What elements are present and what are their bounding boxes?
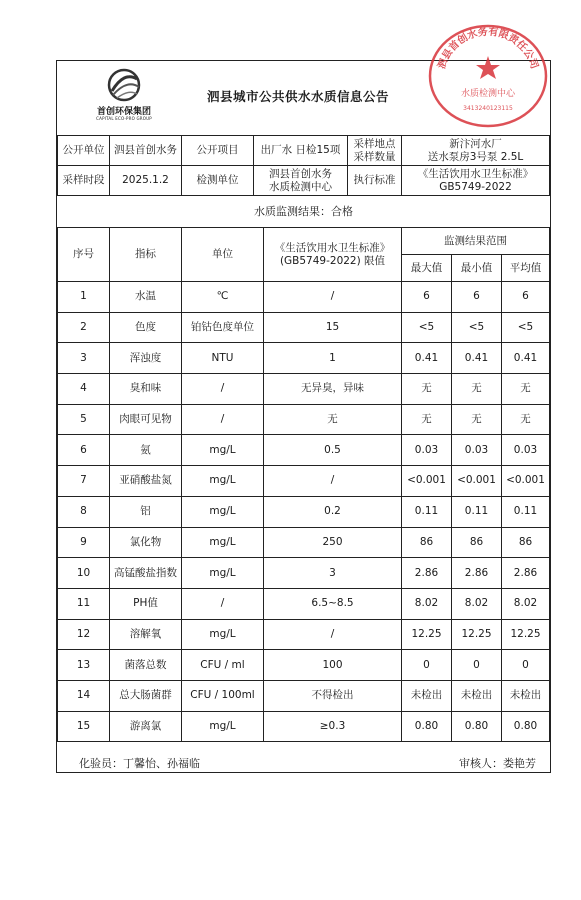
cell-unit: mg/L [182,466,264,497]
cell-no: 10 [58,558,110,589]
cell-max: 无 [402,374,452,405]
cell-unit: 铂钴色度单位 [182,312,264,343]
cell-limit: 1 [264,343,402,374]
cell-avg: 0.80 [502,711,550,742]
cell-indicator: 色度 [110,312,182,343]
cell-no: 7 [58,466,110,497]
official-seal-stamp [421,18,555,130]
logo-subtitle: CAPITAL ECO-PRO GROUP [96,116,152,121]
cell-no: 6 [58,435,110,466]
cell-unit: mg/L [182,435,264,466]
standard-line-1: 《生活饮用水卫生标准》 [417,167,534,180]
cell-unit: mg/L [182,527,264,558]
standard-line-2: GB5749-2022 [439,180,512,193]
table-row [58,711,550,742]
cell-min: 0 [452,650,502,681]
cell-max: 0 [402,650,452,681]
cell-unit: CFU / 100ml [182,680,264,711]
col-header-limit-line-1: 《生活饮用水卫生标准》 [274,241,391,254]
cell-no: 13 [58,650,110,681]
cell-min: 无 [452,374,502,405]
logo-swirl-icon [79,67,169,107]
cell-indicator: PH值 [110,588,182,619]
cell-no: 1 [58,282,110,313]
standard-value [402,166,550,196]
cell-unit: / [182,588,264,619]
cell-no: 14 [58,680,110,711]
cell-limit: 250 [264,527,402,558]
cell-no: 9 [58,527,110,558]
cell-max: 未检出 [402,680,452,711]
tester-signature: 化验员：丁馨怡、孙福临 [79,757,200,770]
cell-indicator: 水温 [110,282,182,313]
col-header-avg: 平均值 [502,255,550,282]
cell-max: 0.11 [402,496,452,527]
sample-site-qty-value [402,136,550,166]
cell-max: 6 [402,282,452,313]
cell-max: 0.41 [402,343,452,374]
sample-site-value: 新汴河水厂 [449,137,502,150]
cell-min: 无 [452,404,502,435]
item-value: 出厂水 日检15项 [254,136,348,166]
cell-indicator: 铝 [110,496,182,527]
cell-no: 2 [58,312,110,343]
cell-no: 8 [58,496,110,527]
cell-max: 0.80 [402,711,452,742]
cell-limit: 0.5 [264,435,402,466]
svg-text:水质检测中心: 水质检测中心 [460,89,516,99]
col-header-limit-line-2: (GB5749-2022) 限值 [279,254,386,267]
testing-unit-value [254,166,348,196]
cell-limit: 无异臭，异味 [264,374,402,405]
announcement-sheet [56,60,551,773]
cell-limit: / [264,619,402,650]
svg-text:泗县首创水务有限责任公司: 泗县首创水务有限责任公司 [436,26,540,71]
standard-label: 执行标准 [348,166,402,196]
cell-unit: ℃ [182,282,264,313]
cell-unit: mg/L [182,496,264,527]
cell-indicator: 浑浊度 [110,343,182,374]
cell-max: <0.001 [402,466,452,497]
cell-min: <5 [452,312,502,343]
cell-limit: ≥0.3 [264,711,402,742]
table-row [58,435,550,466]
cell-indicator: 溶解氧 [110,619,182,650]
table-row [58,527,550,558]
cell-indicator: 肉眼可见物 [110,404,182,435]
testing-unit-line-2: 水质检测中心 [269,180,332,193]
sample-time-label: 采样时段 [58,166,110,196]
cell-no: 4 [58,374,110,405]
info-table [57,135,550,196]
cell-unit: mg/L [182,711,264,742]
cell-indicator: 氯化物 [110,527,182,558]
cell-avg: <0.001 [502,466,550,497]
cell-indicator: 臭和味 [110,374,182,405]
cell-max: 2.86 [402,558,452,589]
cell-limit: 0.2 [264,496,402,527]
cell-avg: 0.11 [502,496,550,527]
item-label: 公开项目 [182,136,254,166]
cell-no: 3 [58,343,110,374]
cell-no: 15 [58,711,110,742]
page-title: 泗县城市公共供水水质信息公告 [207,89,390,104]
cell-no: 12 [58,619,110,650]
table-row [58,558,550,589]
table-row [58,466,550,497]
cell-limit: 100 [264,650,402,681]
testing-unit-label: 检测单位 [182,166,254,196]
cell-min: 未检出 [452,680,502,711]
cell-unit: / [182,374,264,405]
cell-min: 0.80 [452,711,502,742]
col-header-max: 最大值 [402,255,452,282]
cell-min: 0.03 [452,435,502,466]
cell-unit: / [182,404,264,435]
company-logo [79,67,169,127]
cell-min: 86 [452,527,502,558]
cell-indicator: 高锰酸盐指数 [110,558,182,589]
cell-limit: 6.5~8.5 [264,588,402,619]
cell-indicator: 总大肠菌群 [110,680,182,711]
cell-limit: 15 [264,312,402,343]
cell-indicator: 游离氯 [110,711,182,742]
sample-qty-label: 采样数量 [353,150,396,163]
cell-unit: NTU [182,343,264,374]
cell-unit: CFU / ml [182,650,264,681]
result-line: 水质监测结果：合格 [254,205,353,218]
cell-max: 86 [402,527,452,558]
cell-min: 0.11 [452,496,502,527]
col-header-indicator: 指标 [110,228,182,282]
cell-min: 2.86 [452,558,502,589]
table-row [58,343,550,374]
cell-limit: 无 [264,404,402,435]
cell-indicator: 亚硝酸盐氮 [110,466,182,497]
cell-max: 无 [402,404,452,435]
table-row [58,680,550,711]
publisher-label: 公开单位 [58,136,110,166]
cell-no: 5 [58,404,110,435]
sample-qty-value: 送水泵房3号泵 2.5L [427,150,524,163]
cell-avg: 2.86 [502,558,550,589]
sample-site-label: 采样地点 [353,137,396,150]
table-row [58,312,550,343]
cell-avg: 未检出 [502,680,550,711]
sample-site-qty-label [348,136,402,166]
col-header-range: 监测结果范围 [402,228,550,255]
cell-avg: 6 [502,282,550,313]
cell-avg: 86 [502,527,550,558]
cell-no: 11 [58,588,110,619]
results-table [57,227,550,742]
table-row [58,650,550,681]
reviewer-signature: 审核人：娄艳芳 [459,757,536,770]
cell-max: 12.25 [402,619,452,650]
cell-avg: <5 [502,312,550,343]
cell-limit: 不得检出 [264,680,402,711]
svg-text:3413240123115: 3413240123115 [463,105,513,112]
col-header-limit [264,228,402,282]
table-row [58,404,550,435]
cell-min: 12.25 [452,619,502,650]
table-row [58,496,550,527]
cell-avg: 8.02 [502,588,550,619]
cell-min: 8.02 [452,588,502,619]
cell-limit: / [264,466,402,497]
testing-unit-line-1: 泗县首创水务 [269,167,332,180]
table-row [58,588,550,619]
cell-max: 8.02 [402,588,452,619]
cell-max: <5 [402,312,452,343]
col-header-min: 最小值 [452,255,502,282]
cell-unit: mg/L [182,619,264,650]
table-row [58,619,550,650]
cell-limit: / [264,282,402,313]
cell-min: 6 [452,282,502,313]
logo-name: 首创环保集团 [96,107,151,117]
cell-indicator: 氨 [110,435,182,466]
cell-limit: 3 [264,558,402,589]
table-row [58,282,550,313]
cell-max: 0.03 [402,435,452,466]
cell-avg: 无 [502,404,550,435]
cell-avg: 0.03 [502,435,550,466]
cell-unit: mg/L [182,558,264,589]
sample-time-value: 2025.1.2 [110,166,182,196]
cell-avg: 0 [502,650,550,681]
cell-indicator: 菌落总数 [110,650,182,681]
table-row [58,374,550,405]
cell-avg: 0.41 [502,343,550,374]
cell-min: <0.001 [452,466,502,497]
cell-avg: 无 [502,374,550,405]
publisher-value: 泗县首创水务 [110,136,182,166]
cell-min: 0.41 [452,343,502,374]
cell-avg: 12.25 [502,619,550,650]
col-header-unit: 单位 [182,228,264,282]
col-header-no: 序号 [58,228,110,282]
